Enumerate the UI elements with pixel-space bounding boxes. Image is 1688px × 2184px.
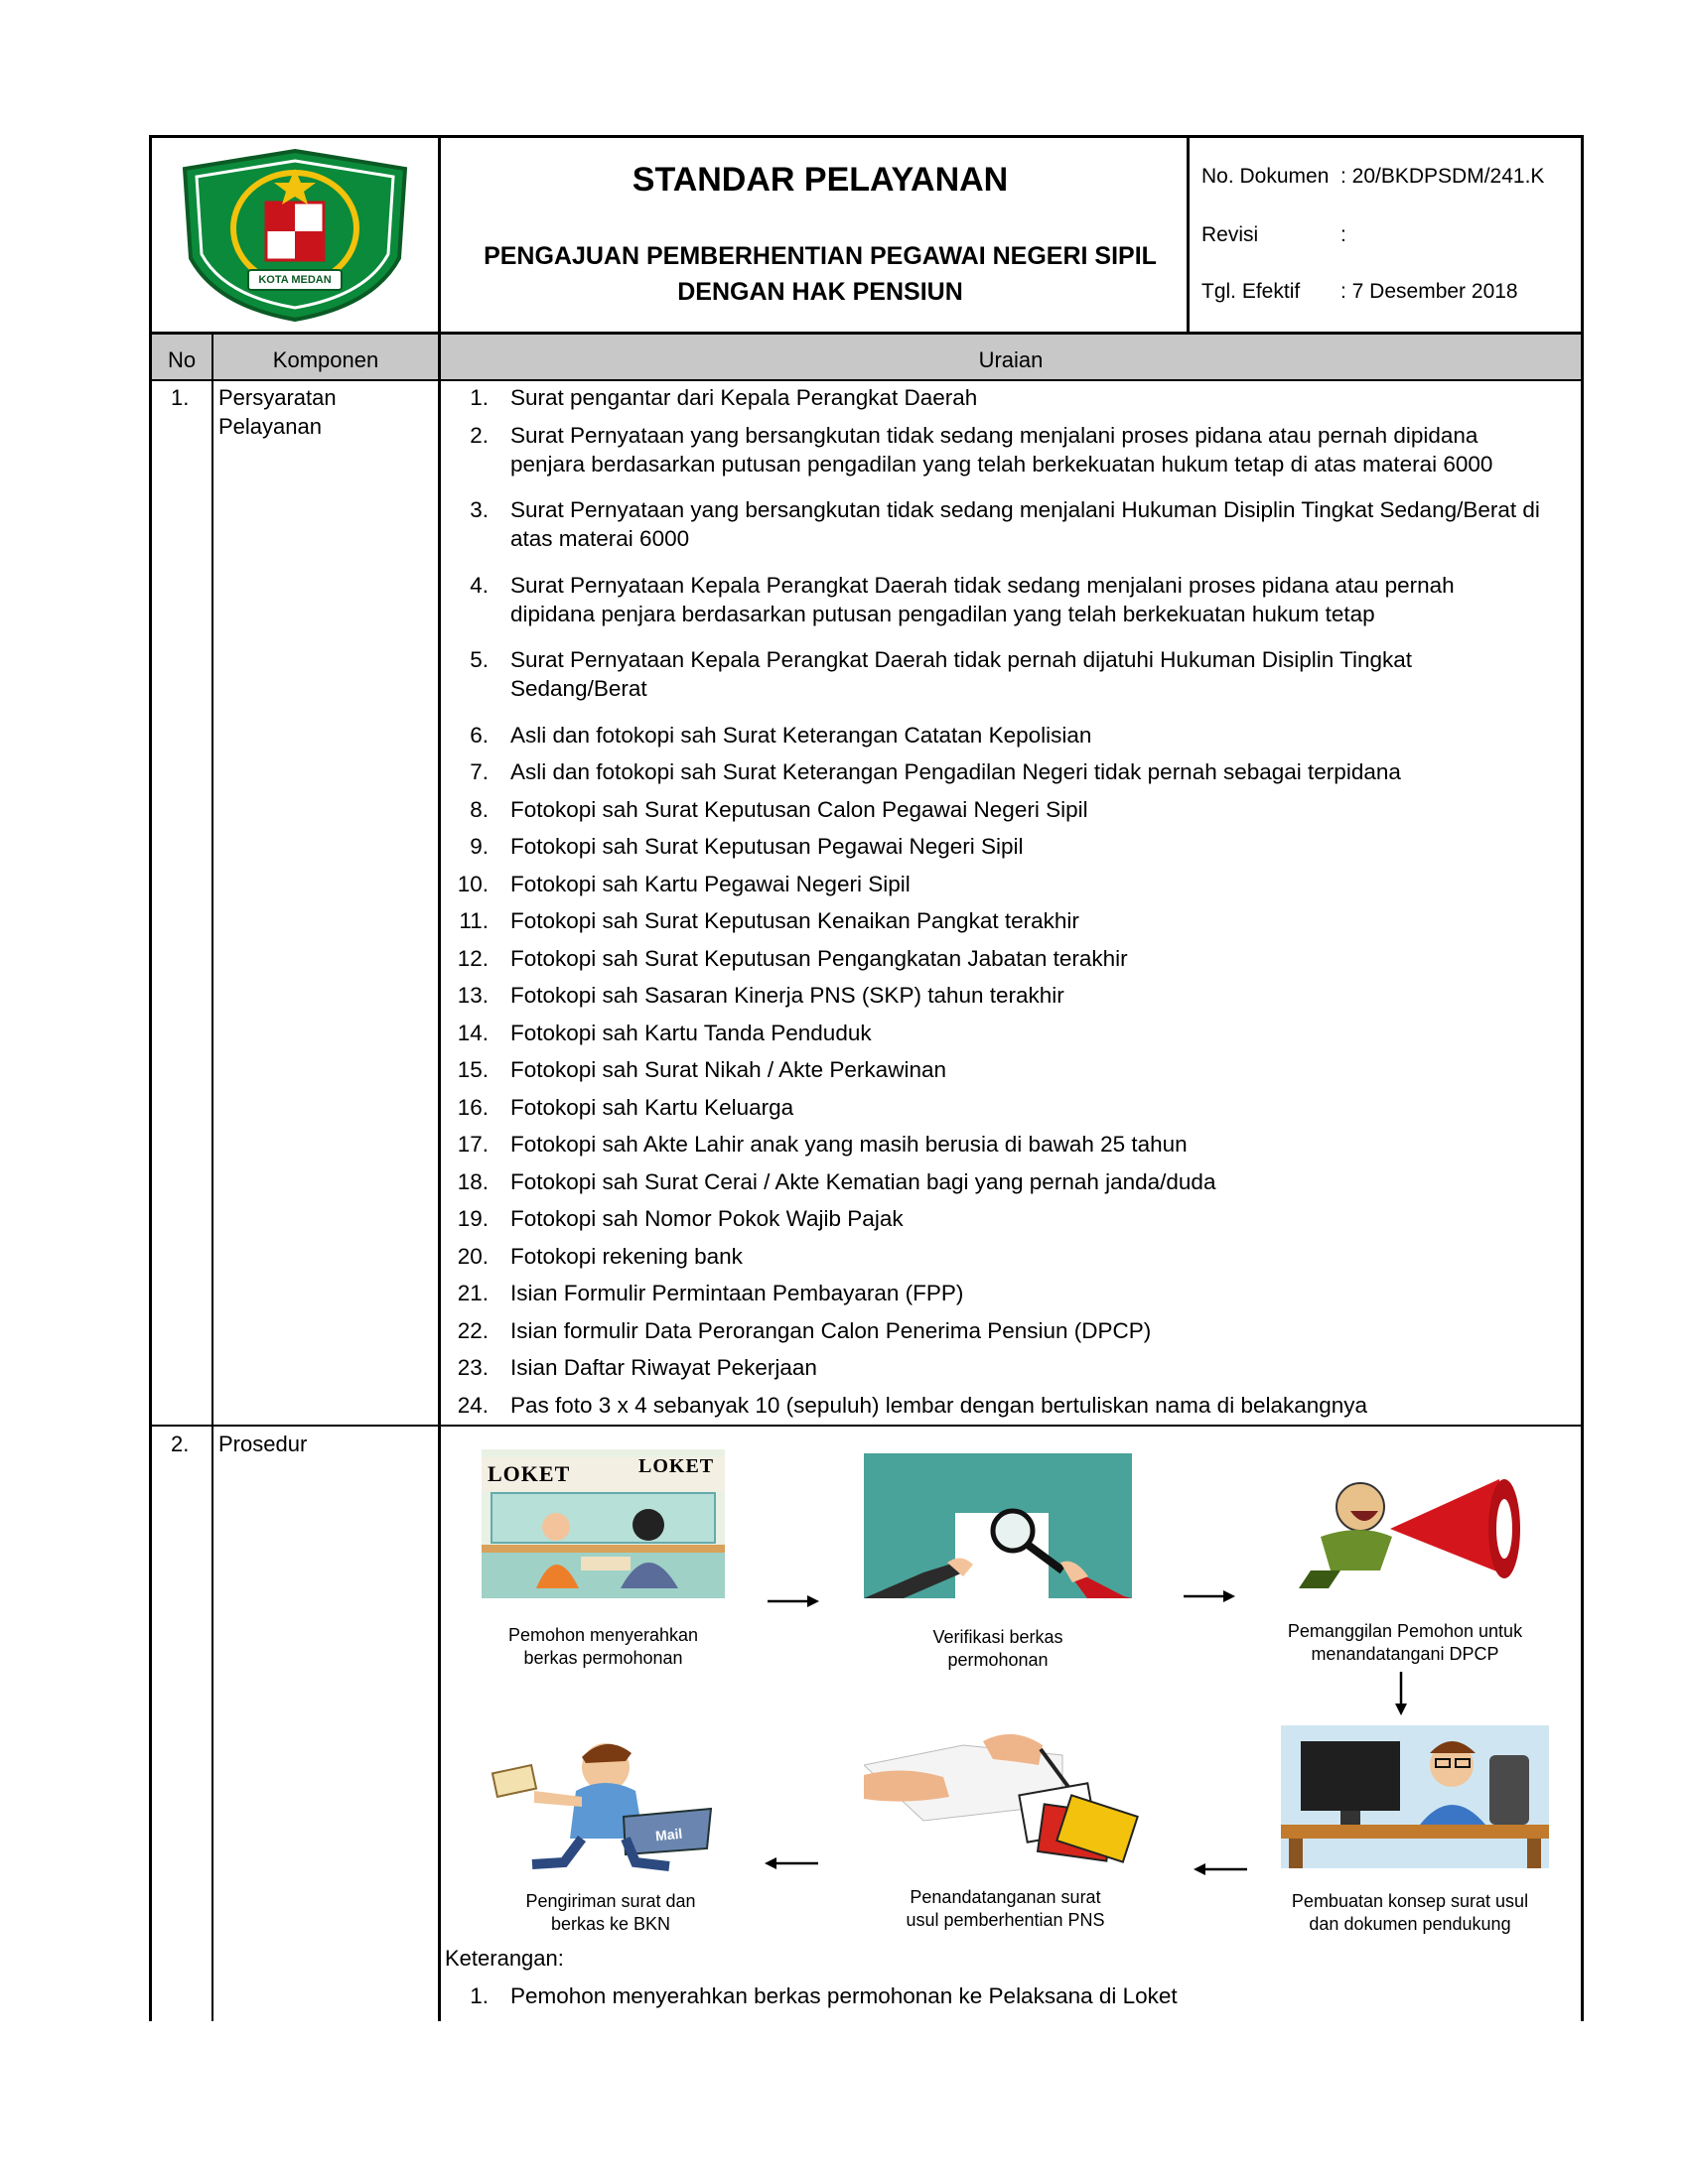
- step5-caption-line1: Penandatanganan surat: [910, 1887, 1101, 1907]
- section2-number: 2.: [171, 1432, 190, 1456]
- requirement-text: [510, 1242, 1584, 1271]
- step6-caption-line2: berkas ke BKN: [550, 1914, 671, 1934]
- meta-date-label: Tgl. Efektif: [1201, 280, 1301, 303]
- section2-component: Prosedur: [218, 1432, 308, 1456]
- requirement-number: 6.: [470, 722, 489, 748]
- requirement-number: 21.: [457, 1281, 489, 1305]
- step4-caption: [1256, 1890, 1564, 1936]
- requirement-text: [510, 421, 1584, 478]
- computer-worker-icon: [1281, 1725, 1549, 1868]
- requirement-text-line: Fotokopi sah Surat Cerai / Akte Kematian bagi yang pernah janda/duda: [510, 1168, 1216, 1194]
- requirement-number: 15.: [457, 1057, 489, 1082]
- kota-medan-logo-icon: [175, 147, 415, 322]
- requirement-text: [510, 981, 1584, 1010]
- requirement-text: [510, 1055, 1584, 1084]
- step1-caption: [467, 1624, 740, 1670]
- requirement-text-line: Fotokopi sah Surat Keputusan Pegawai Negeri Sipil: [510, 834, 1024, 859]
- keterangan-label: Keterangan:: [445, 1946, 564, 1971]
- page-subtitle: [443, 238, 1197, 310]
- column-divider-no: [211, 334, 213, 2021]
- meta-doc-value: : 20/BKDPSDM/241.K: [1340, 165, 1545, 188]
- requirement-text: [510, 944, 1584, 973]
- requirement-number: 9.: [470, 834, 489, 859]
- column-header-no: No: [167, 347, 197, 372]
- requirement-number: 11.: [459, 908, 489, 933]
- step2-caption-line1: Verifikasi berkas: [932, 1627, 1063, 1647]
- requirement-text-line: Fotokopi rekening bank: [510, 1243, 743, 1269]
- requirement-number: 8.: [470, 796, 489, 822]
- requirement-text: [510, 1130, 1584, 1159]
- requirement-text: [510, 383, 1584, 412]
- page-title: STANDAR PELAYANAN: [632, 161, 1009, 199]
- table-border-colhdr-bottom: [149, 379, 1584, 381]
- requirement-text-line: Surat Pernyataan yang bersangkutan tidak sedang menjalani Hukuman Disiplin Tingkat Sedang/Berat di: [510, 497, 1540, 522]
- requirement-text: [510, 1093, 1584, 1122]
- requirement-number: 4.: [470, 572, 489, 598]
- requirement-text-line: Fotokopi sah Sasaran Kinerja PNS (SKP) tahun terakhir: [510, 983, 1064, 1008]
- step5-illustration: [864, 1725, 1142, 1864]
- loket-sign-left: LOKET: [488, 1461, 571, 1486]
- table-border-top: [149, 135, 1584, 138]
- requirement-text: [510, 1167, 1584, 1196]
- signing-letters-icon: [864, 1725, 1142, 1864]
- logo-text: KOTA MEDAN: [258, 274, 332, 286]
- page-subtitle-line2: DENGAN HAK PENSIUN: [677, 278, 963, 306]
- arrow-left-icon: [765, 1856, 818, 1875]
- megaphone-person-icon: [1281, 1467, 1539, 1598]
- step6-caption: [477, 1890, 745, 1936]
- section1-component: [218, 383, 337, 441]
- mail-bag-label: Mail: [654, 1825, 683, 1844]
- requirement-text: [510, 1316, 1584, 1345]
- step3-caption: [1256, 1620, 1554, 1666]
- requirement-text: [510, 906, 1584, 935]
- requirement-text-line: Asli dan fotokopi sah Surat Keterangan Catatan Kepolisian: [510, 722, 1092, 748]
- meta-doc-label: No. Dokumen: [1201, 165, 1330, 188]
- step4-caption-line2: dan dokumen pendukung: [1309, 1914, 1511, 1934]
- step2-caption: [859, 1626, 1137, 1672]
- requirement-text-line: Surat Pernyataan Kepala Perangkat Daerah tidak sedang menjalani proses pidana atau pernah: [510, 572, 1455, 598]
- requirement-text-line: Isian Formulir Permintaan Pembayaran (FPP): [510, 1281, 964, 1305]
- requirement-text-line: Fotokopi sah Surat Keputusan Calon Pegawai Negeri Sipil: [510, 796, 1088, 822]
- requirement-number: 20.: [457, 1243, 489, 1269]
- meta-rev-value: :: [1340, 223, 1346, 246]
- requirement-text-line: Surat pengantar dari Kepala Perangkat Daerah: [510, 385, 978, 410]
- requirement-text-line: Isian Daftar Riwayat Pekerjaan: [510, 1355, 817, 1380]
- column-divider-komponen: [438, 135, 441, 2021]
- step2-illustration: [864, 1453, 1132, 1598]
- meta-rev-label: Revisi: [1201, 223, 1259, 246]
- requirement-text: [510, 495, 1584, 553]
- step2-caption-line2: permohonan: [947, 1650, 1049, 1670]
- requirement-text-line: Pas foto 3 x 4 sebanyak 10 (sepuluh) lembar dengan bertuliskan nama di belakangnya: [510, 1392, 1368, 1418]
- requirement-text-line: penjara berdasarkan putusan pengadilan yang telah berkekuatan hukum tetap di atas materai 6000: [510, 451, 1493, 477]
- requirement-number: 24.: [457, 1392, 489, 1418]
- arrow-left-icon: [1194, 1862, 1247, 1881]
- requirement-text: [510, 1279, 1584, 1307]
- step5-caption: [864, 1886, 1147, 1932]
- step4-illustration: [1281, 1725, 1549, 1868]
- requirement-text: [510, 721, 1584, 750]
- requirement-text: [510, 832, 1584, 861]
- requirement-number: 14.: [457, 1020, 489, 1045]
- column-header-komponen: Komponen: [272, 347, 379, 372]
- requirement-text-line: Fotokopi sah Surat Keputusan Kenaikan Pangkat terakhir: [510, 908, 1079, 933]
- page-subtitle-line1: PENGAJUAN PEMBERHENTIAN PEGAWAI NEGERI SIPIL: [484, 242, 1157, 270]
- requirement-text: [510, 645, 1584, 703]
- requirement-text-line: Surat Pernyataan yang bersangkutan tidak sedang menjalani proses pidana atau pernah dipidana: [510, 422, 1478, 448]
- requirement-text-line: Sedang/Berat: [510, 676, 647, 701]
- step6-illustration: [487, 1731, 725, 1872]
- requirement-number: 16.: [457, 1094, 489, 1120]
- requirement-number: 10.: [457, 871, 489, 896]
- step6-caption-line1: Pengiriman surat dan: [525, 1891, 696, 1911]
- requirement-text-line: dipidana penjara berdasarkan putusan pengadilan yang telah berkekuatan hukum tetap: [510, 601, 1375, 626]
- requirement-number: 17.: [457, 1132, 489, 1157]
- table-border-left: [149, 135, 152, 2021]
- requirement-text: [510, 571, 1584, 628]
- section1-component-line1: Persyaratan: [218, 385, 337, 410]
- requirement-text-line: Fotokopi sah Nomor Pokok Wajib Pajak: [510, 1206, 904, 1231]
- requirement-text-line: Fotokopi sah Surat Keputusan Pengangkatan Jabatan terakhir: [510, 945, 1128, 971]
- arrow-right-icon: [1184, 1589, 1235, 1608]
- section1-number: 1.: [171, 385, 190, 410]
- requirement-text-line: atas materai 6000: [510, 526, 690, 551]
- arrow-right-icon: [768, 1594, 819, 1613]
- requirement-number: 7.: [470, 759, 489, 784]
- step1-caption-line2: berkas permohonan: [523, 1648, 683, 1668]
- requirement-number: 13.: [457, 983, 489, 1008]
- mail-carrier-icon: [487, 1731, 725, 1872]
- column-header-uraian: Uraian: [978, 347, 1044, 372]
- requirement-text: [510, 757, 1584, 786]
- requirement-text-line: Isian formulir Data Perorangan Calon Penerima Pensiun (DPCP): [510, 1317, 1152, 1343]
- step5-caption-line2: usul pemberhentian PNS: [906, 1910, 1105, 1930]
- arrow-down-icon: [1394, 1672, 1408, 1720]
- requirement-number: 19.: [457, 1206, 489, 1231]
- meta-date-value: : 7 Desember 2018: [1340, 280, 1518, 303]
- requirement-number: 12.: [457, 945, 489, 971]
- requirement-number: 23.: [457, 1355, 489, 1380]
- requirement-text-line: Surat Pernyataan Kepala Perangkat Daerah tidak pernah dijatuhi Hukuman Disiplin Tingkat: [510, 647, 1413, 672]
- requirement-text: [510, 1353, 1584, 1382]
- requirement-text-line: Fotokopi sah Kartu Pegawai Negeri Sipil: [510, 871, 911, 896]
- requirement-text-line: Fotokopi sah Kartu Keluarga: [510, 1094, 794, 1120]
- requirement-number: 18.: [457, 1168, 489, 1194]
- requirement-text-line: Fotokopi sah Kartu Tanda Penduduk: [510, 1020, 872, 1045]
- logo-frame: [175, 147, 415, 322]
- requirement-text-line: Asli dan fotokopi sah Surat Keterangan Pengadilan Negeri tidak pernah sebagai terpidana: [510, 759, 1401, 784]
- requirement-text-line: Fotokopi sah Akte Lahir anak yang masih berusia di bawah 25 tahun: [510, 1132, 1188, 1157]
- keterangan-item-number: 1.: [470, 1983, 489, 2008]
- step1-caption-line1: Pemohon menyerahkan: [507, 1625, 699, 1645]
- section1-component-line2: Pelayanan: [218, 414, 322, 439]
- requirement-text: [510, 1019, 1584, 1047]
- step4-caption-line1: Pembuatan konsep surat usul: [1291, 1891, 1529, 1911]
- requirement-number: 2.: [470, 422, 489, 448]
- requirement-text: [510, 1391, 1584, 1420]
- step3-caption-line2: menandatangani DPCP: [1311, 1644, 1499, 1664]
- step3-illustration: [1281, 1467, 1539, 1598]
- step3-caption-line1: Pemanggilan Pemohon untuk: [1287, 1621, 1523, 1641]
- step1-illustration: [482, 1449, 725, 1598]
- keterangan-item-text: Pemohon menyerahkan berkas permohonan ke Pelaksana di Loket: [510, 1983, 1178, 2008]
- requirement-text: [510, 795, 1584, 824]
- requirement-number: 3.: [470, 497, 489, 522]
- requirement-text-line: Fotokopi sah Surat Nikah / Akte Perkawinan: [510, 1057, 946, 1082]
- loket-sign-right: LOKET: [638, 1455, 715, 1477]
- requirement-text: [510, 870, 1584, 898]
- requirement-number: 5.: [470, 647, 489, 672]
- table-border-section-divider: [149, 1425, 1584, 1427]
- requirement-text: [510, 1204, 1584, 1233]
- requirement-number: 22.: [457, 1317, 489, 1343]
- magnifier-document-icon: [864, 1453, 1132, 1598]
- requirement-number: 1.: [470, 385, 489, 410]
